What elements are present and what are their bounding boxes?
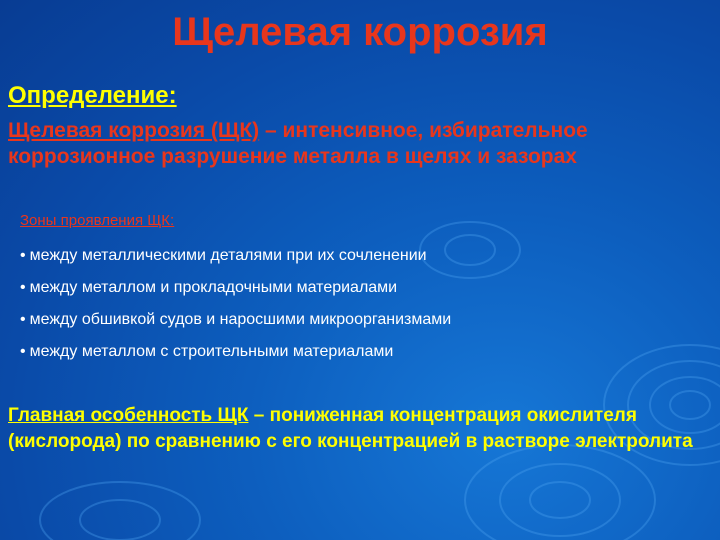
list-item-text: между металлом с строительными материалами: [29, 343, 394, 360]
list-item: [20, 336, 451, 368]
bullet-icon: •: [20, 279, 26, 296]
definition-body: – интенсивное, избирательное коррозионное разрушение металла в щелях и зазорах: [8, 119, 588, 168]
list-item: [20, 240, 451, 272]
list-item-text: между металлическими деталями при их сочленении: [29, 247, 427, 264]
bullet-icon: •: [20, 343, 26, 360]
zones-list: [20, 240, 451, 368]
list-item-text: между обшивкой судов и наросшими микроорганизмами: [29, 311, 452, 328]
bullet-icon: •: [20, 247, 26, 264]
bullet-icon: •: [20, 311, 26, 328]
list-item: [20, 272, 451, 304]
main-feature-text: [8, 403, 708, 455]
list-item-text: между металлом и прокладочными материалами: [29, 279, 398, 296]
zones-heading: Зоны проявления ЩК:: [20, 212, 175, 229]
definition-heading: Определение:: [8, 82, 177, 109]
main-feature-term: Главная особенность ЩК: [8, 405, 249, 426]
definition-text: [8, 118, 708, 170]
definition-term: Щелевая коррозия (ЩК): [8, 119, 260, 142]
main-feature-body: – пониженная концентрация окислителя (кислорода) по сравнению с его концентрацией в растворе электролита: [8, 405, 693, 452]
list-item: [20, 304, 451, 336]
slide-title: Щелевая коррозия: [172, 10, 548, 54]
